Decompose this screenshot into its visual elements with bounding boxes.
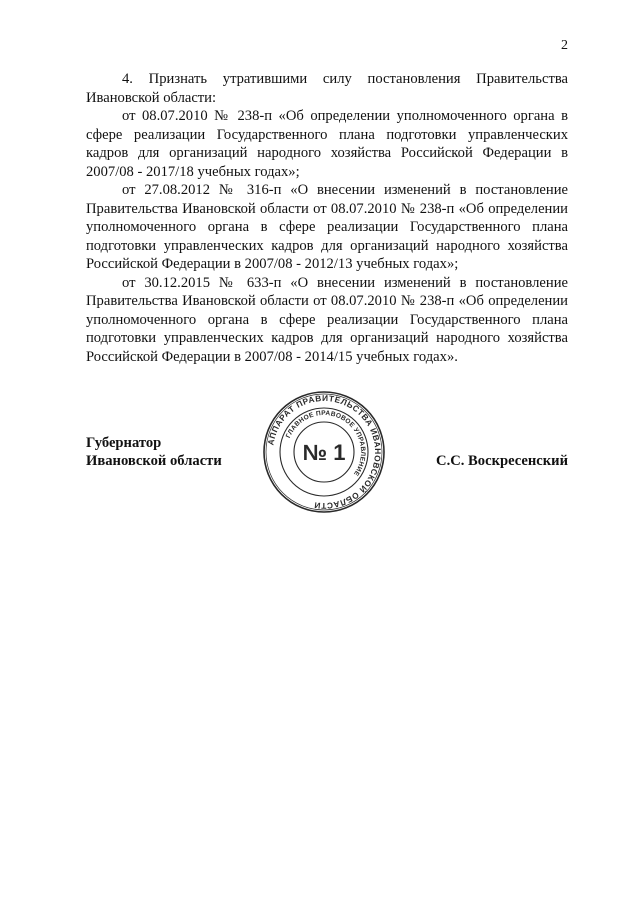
- page-number: 2: [561, 38, 568, 53]
- signatory-title-line1: Губернатор: [86, 435, 162, 451]
- signatory-name: С.С. Воскресенский: [436, 453, 568, 469]
- seal-center-number: № 1: [302, 440, 346, 465]
- official-seal: [262, 390, 386, 514]
- paragraph-resolution-633: от 30.12.2015 № 633-п «О внесении изменений в постановление Правительства Ивановской области от 08.07.2010 № 238-п «Об определении уполномоченного органа в сфере реализации Государственного плана подготовки управленческих кадров для организаций народного хозяйства Российской Федерации в 2007/08 - 2014/15 учебных годах».: [86, 274, 568, 365]
- paragraph-resolution-238: от 08.07.2010 № 238-п «Об определении уполномоченного органа в сфере реализации Государственного плана подготовки управленческих кадров для организаций народного хозяйства Российской Федерации в 2007/08 - 2017/18 учебных годах»;: [86, 108, 568, 180]
- seal-outer-text: АППАРАТ ПРАВИТЕЛЬСТВА ИВАНОВСКОЙ ОБЛАСТИ: [265, 392, 384, 512]
- document-body: [86, 70, 568, 366]
- paragraph-item-4: 4. Признать утратившими силу постановления Правительства Ивановской области:: [86, 71, 568, 106]
- signatory-title-line2: Ивановской области: [86, 453, 222, 469]
- seal-inner-text: ГЛАВНОЕ ПРАВОВОЕ УПРАВЛЕНИЕ: [284, 409, 367, 478]
- paragraph-resolution-316: от 27.08.2012 № 316-п «О внесении изменений в постановление Правительства Ивановской области от 08.07.2010 № 238-п «Об определении уполномоченного органа в сфере реализации Государственного плана подготовки управленческих кадров для организаций народного хозяйства Российской Федерации в 2007/08 - 2012/13 учебных годах»;: [86, 182, 568, 272]
